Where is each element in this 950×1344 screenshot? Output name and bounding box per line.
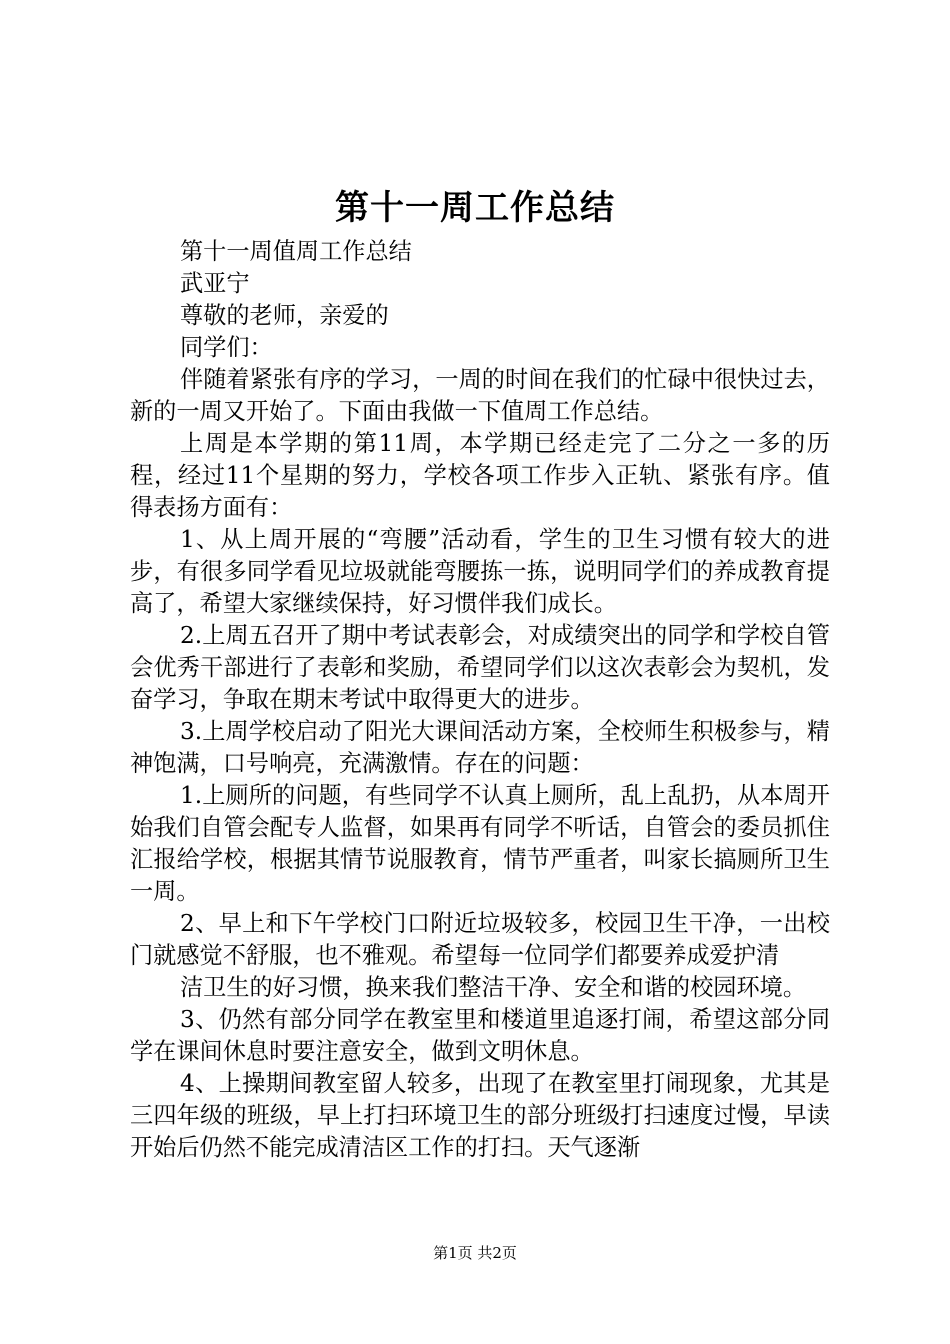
paragraph: 伴随着紧张有序的学习，一周的时间在我们的忙碌中很快过去，新的一周又开始了。下面由我做一下值周工作总结。 xyxy=(130,366,830,425)
page-footer: 第1页 共2页 xyxy=(433,1244,517,1262)
paragraph: 1、从上周开展的“弯腰”活动看，学生的卫生习惯有较大的进步，有很多同学看见垃圾就能弯腰拣一拣，说明同学们的养成教育提高了，希望大家继续保持，好习惯伴我们成长。 xyxy=(130,526,830,617)
paragraph: 3、仍然有部分同学在教室里和楼道里追逐打闹，希望这部分同学在课间休息时要注意安全，做到文明休息。 xyxy=(130,1006,830,1065)
paragraph: 4、上操期间教室留人较多，出现了在教室里打闹现象，尤其是三四年级的班级，早上打扫环境卫生的部分班级打扫速度过慢，早读开始后仍然不能完成清洁区工作的打扫。天气逐渐 xyxy=(130,1070,830,1161)
document-body xyxy=(130,236,830,1164)
paragraph: 1.上厕所的问题，有些同学不认真上厕所，乱上乱扔，从本周开始我们自管会配专人监督，如果再有同学不听话，自管会的委员抓住汇报给学校，根据其情节说服教育，情节严重者，叫家长搞厕所卫生一周。 xyxy=(130,782,830,905)
paragraph: 3.上周学校启动了阳光大课间活动方案，全校师生积极参与，精神饱满，口号响亮，充满激情。存在的问题： xyxy=(130,718,830,777)
paragraph: 武亚宁 xyxy=(180,270,250,297)
paragraph: 2、早上和下午学校门口附近垃圾较多，校园卫生干净，一出校门就感觉不舒服，也不雅观。希望每一位同学们都要养成爱护清 xyxy=(130,910,830,969)
paragraph: 2.上周五召开了期中考试表彰会，对成绩突出的同学和学校自管会优秀干部进行了表彰和奖励，希望同学们以这次表彰会为契机，发奋学习，争取在期末考试中取得更大的进步。 xyxy=(130,622,830,713)
paragraph: 尊敬的老师，亲爱的 xyxy=(180,302,389,329)
paragraph: 同学们： xyxy=(180,334,273,361)
paragraph: 洁卫生的好习惯，换来我们整洁干净、安全和谐的校园环境。 xyxy=(180,974,807,1001)
paragraph: 第十一周值周工作总结 xyxy=(180,238,412,265)
paragraph: 上周是本学期的第11周，本学期已经走完了二分之一多的历程，经过11个星期的努力，学校各项工作步入正轨、紧张有序。值得表扬方面有： xyxy=(130,430,830,521)
document-title: 第十一周工作总结 xyxy=(335,188,615,228)
